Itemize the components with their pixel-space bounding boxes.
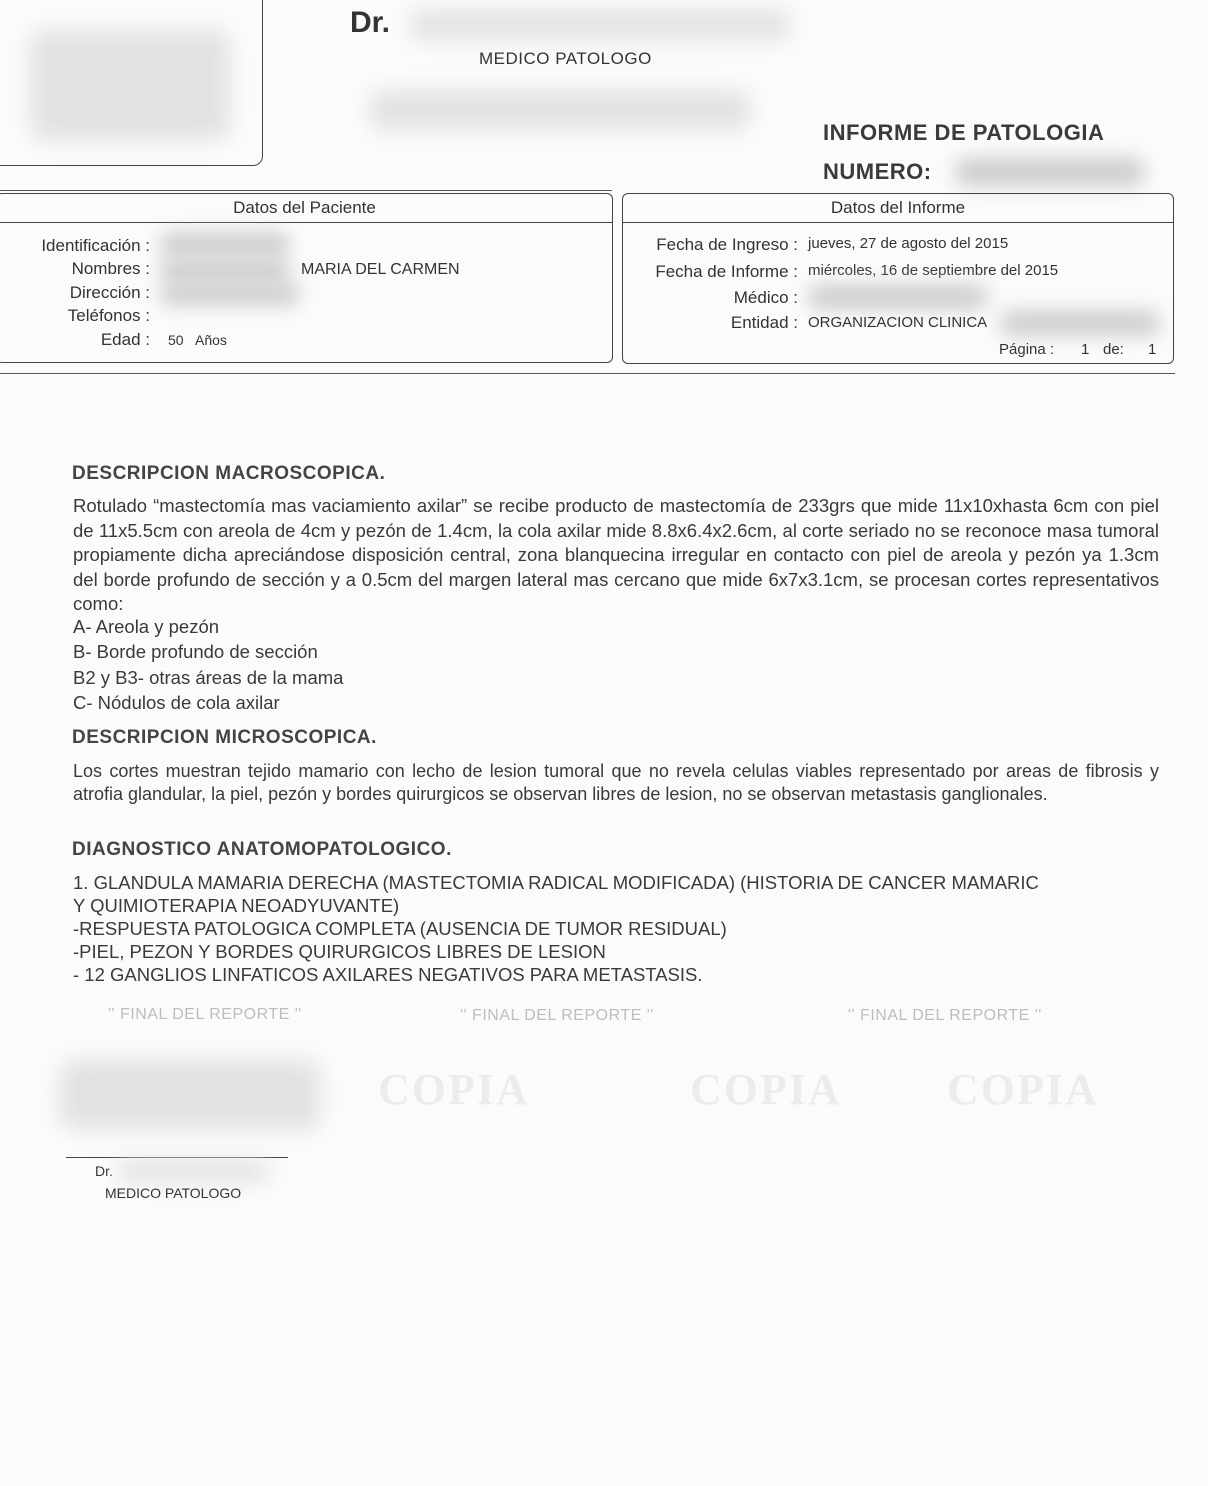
telefonos-label: Teléfonos : (67, 306, 150, 325)
fecha-ingreso-label: Fecha de Ingreso : (656, 235, 798, 254)
redacted-report-number (955, 157, 1145, 187)
de-value: 1 (1148, 341, 1157, 358)
diagnosis-line-4: -PIEL, PEZON Y BORDES QUIRURGICOS LIBRES DE LESION (73, 941, 606, 962)
redacted-medico (808, 284, 988, 310)
macro-paragraph: Rotulado “mastectomía mas vaciamiento axilar” se recibe producto de mastectomía de 233grs que mide 11x10xhasta 6cm con piel de 11x5.5cm con areola de 4cm y pezón de 1.4cm, la cola axilar mide 8.8x6.4x2.6cm, al corte seriado no se reconoce masa tumoral propiamente dicha apreciándose disposición central, zona blanquecina irregular en contacto con piel de areola y pezón ya 1.3cm del borde profundo de sección y a 0.5cm del margen lateral mas cercano que mide 6x7x3.1cm, se procesan cortes representativos como: (73, 495, 1159, 614)
final-report-mark-3: '' FINAL DEL REPORTE '' (848, 1007, 1042, 1024)
diagnosis-line-5: - 12 GANGLIOS LINFATICOS AXILARES NEGATIVOS PARA METASTASIS. (73, 964, 703, 985)
redacted-entidad (1000, 310, 1160, 336)
pagina-label: Página : (999, 341, 1055, 358)
signature-specialty: MEDICO PATOLOGO (105, 1185, 242, 1201)
micro-paragraph: Los cortes muestran tejido mamario con lecho de lesion tumoral que no revela celulas viables representado por areas de fibrosis y atrofia glandular, la piel, pezón y bordes quirurgicos se observan libres de lesion, no se observan metastasis ganglionales. (73, 761, 1159, 804)
redacted-signature-name (118, 1160, 268, 1182)
macro-item-c: C- Nódulos de cola axilar (73, 692, 280, 713)
redacted-signature (60, 1060, 320, 1130)
signature-dr: Dr. (95, 1163, 113, 1179)
pagina-value: 1 (1081, 341, 1090, 358)
final-report-mark-2: '' FINAL DEL REPORTE '' (460, 1007, 654, 1024)
fecha-ingreso-value: jueves, 27 de agosto del 2015 (808, 235, 1009, 252)
identificacion-label: Identificación : (41, 236, 150, 255)
report-title: INFORME DE PATOLOGIA (823, 120, 1105, 145)
macro-item-b: B- Borde profundo de sección (73, 641, 318, 662)
doctor-specialty: MEDICO PATOLOGO (479, 49, 652, 68)
edad-value: 50 (168, 332, 184, 348)
box-bottom-rule (0, 373, 1175, 374)
report-number-label: NUMERO: (823, 159, 932, 184)
medico-label: Médico : (733, 288, 798, 307)
diagnosis-line-3: -RESPUESTA PATOLOGICA COMPLETA (AUSENCIA DE TUMOR RESIDUAL) (73, 918, 727, 939)
header-rule (0, 190, 612, 191)
macro-heading: DESCRIPCION MACROSCOPICA. (72, 463, 386, 484)
redacted-logo (30, 30, 230, 140)
fecha-informe-value: miércoles, 16 de septiembre del 2015 (808, 262, 1059, 279)
diagnosis-line-2: Y QUIMIOTERAPIA NEOADYUVANTE) (73, 895, 400, 916)
copia-stamp-3: COPIA (947, 1065, 1099, 1114)
macro-item-b2b3: B2 y B3- otras áreas de la mama (73, 667, 344, 688)
copia-stamp-2: COPIA (690, 1065, 842, 1114)
redacted-doctor-name (410, 10, 790, 40)
micro-heading: DESCRIPCION MICROSCOPICA. (72, 727, 377, 748)
de-label: de: (1103, 341, 1124, 358)
diagnosis-heading: DIAGNOSTICO ANATOMOPATOLOGICO. (72, 839, 452, 860)
patient-data-heading: Datos del Paciente (0, 194, 612, 223)
diagnosis-line-1: 1. GLANDULA MAMARIA DERECHA (MASTECTOMIA RADICAL MODIFICADA) (HISTORIA DE CANCER MAMARIC (73, 872, 1039, 893)
edad-label: Edad : (100, 330, 150, 349)
report-data-heading: Datos del Informe (623, 194, 1173, 223)
macro-item-a: A- Areola y pezón (73, 616, 220, 637)
signature-line (66, 1157, 288, 1158)
fecha-informe-label: Fecha de Informe : (655, 262, 798, 281)
redacted-surname (160, 258, 290, 284)
doctor-title: Dr. (350, 6, 391, 39)
redacted-id (160, 232, 290, 258)
nombres-value: MARIA DEL CARMEN (301, 261, 460, 278)
nombres-label: Nombres : (71, 259, 150, 278)
entidad-label: Entidad : (730, 313, 798, 332)
direccion-label: Dirección : (69, 283, 150, 302)
entidad-value: ORGANIZACION CLINICA (808, 314, 988, 331)
final-report-mark-1: '' FINAL DEL REPORTE '' (108, 1006, 302, 1023)
redacted-address-field (160, 282, 300, 306)
copia-stamp-1: COPIA (378, 1065, 530, 1114)
edad-unit: Años (195, 332, 227, 348)
redacted-address (370, 90, 750, 130)
